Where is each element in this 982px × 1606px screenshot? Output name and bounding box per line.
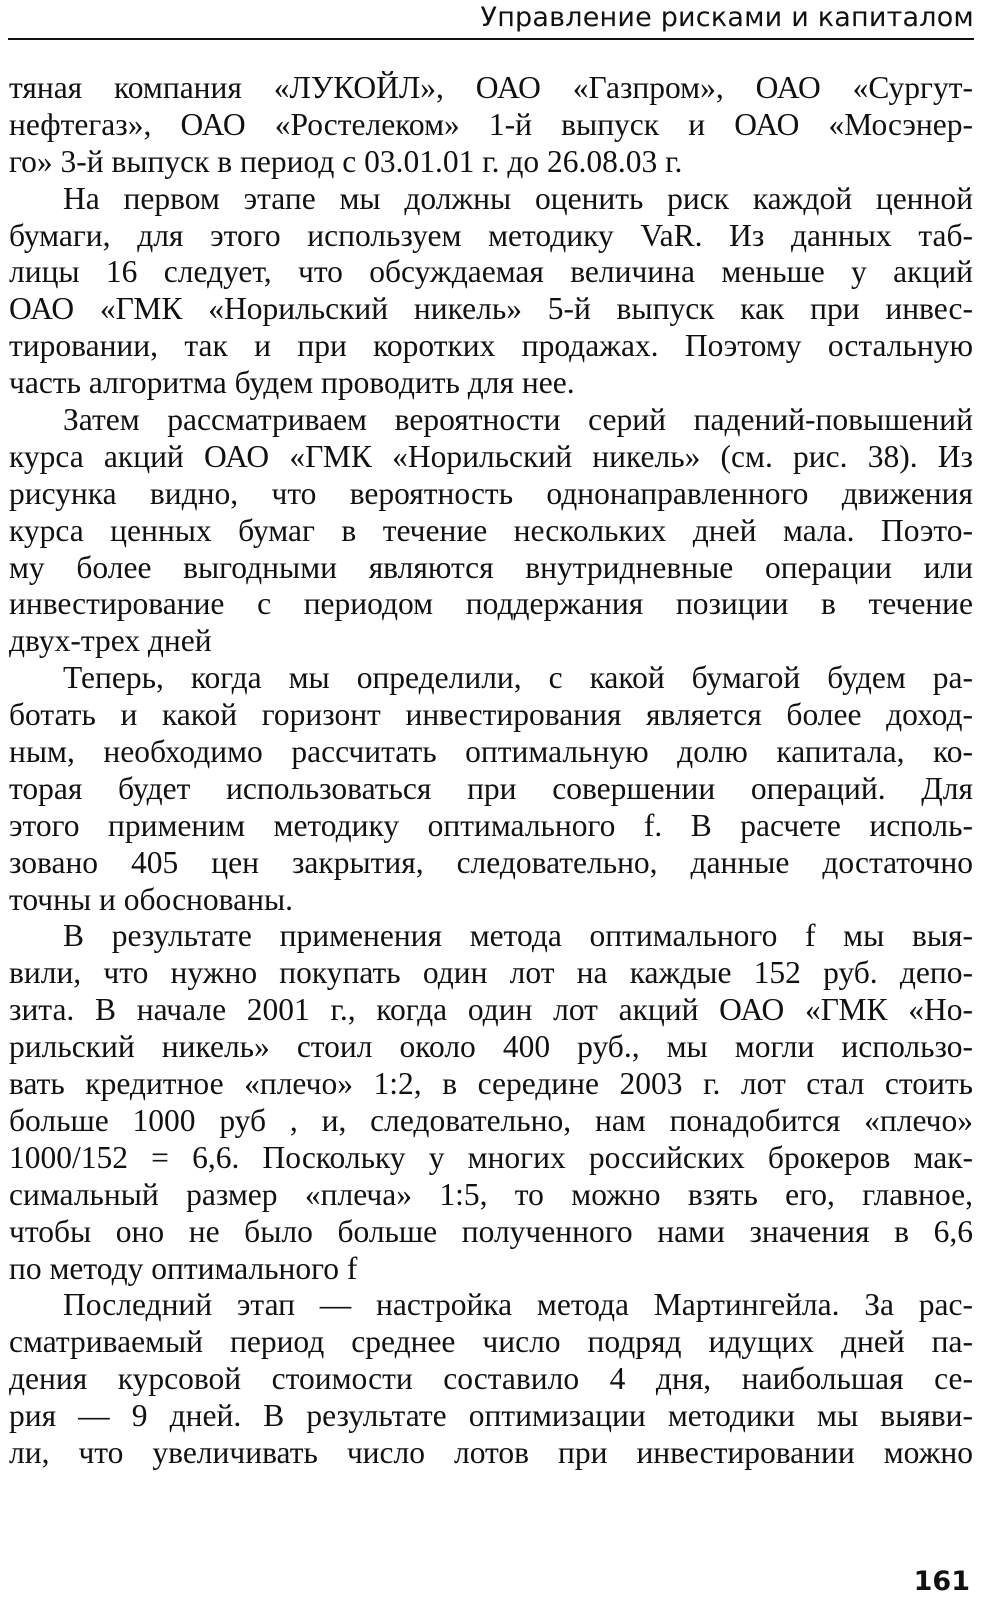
text-line: Затем рассматриваем вероятности серий падений-повышений (63, 402, 973, 438)
paragraph (9, 181, 973, 402)
text-line: Теперь, когда мы определили, с какой бумагой будем ра- (63, 660, 973, 696)
text-line: симальный размер «плеча» 1:5, то можно взять его, главное, (9, 1176, 973, 1212)
text-line: по методу оптимального f (9, 1250, 358, 1286)
text-line: дения курсовой стоимости составило 4 дня, наибольшая се- (9, 1361, 973, 1397)
body-text (9, 70, 973, 1472)
text-line: 1000/152 = 6,6. Поскольку у многих российских брокеров мак- (9, 1139, 973, 1175)
text-line: инвестирование с периодом поддержания позиции в течение (9, 586, 973, 622)
text-line: ботать и какой горизонт инвестирования является более доход- (9, 697, 973, 733)
text-line: вили, что нужно покупать один лот на каждые 152 руб. депо- (9, 955, 973, 991)
paragraph (9, 1287, 973, 1471)
text-line: нефтегаз», ОАО «Ростелеком» 1-й выпуск и ОАО «Мосэнер- (9, 106, 973, 142)
text-line: точны и обоснованы. (9, 881, 293, 917)
text-line: курса акций ОАО «ГМК «Норильский никель» (см. рис. 38). Из (9, 438, 973, 474)
text-line: двух-трех дней (9, 623, 212, 659)
text-line: торая будет использоваться при совершении операций. Для (9, 770, 973, 806)
text-line: ным, необходимо рассчитать оптимальную долю капитала, ко- (9, 734, 973, 770)
text-line: тировании, так и при коротких продажах. Поэтому остальную (9, 328, 973, 364)
text-line: ОАО «ГМК «Норильский никель» 5-й выпуск как при инвес- (9, 291, 973, 327)
paragraph (9, 402, 973, 660)
header-rule (8, 38, 974, 40)
text-line: сматриваемый период среднее число подряд идущих дней па- (9, 1324, 973, 1360)
text-line: тяная компания «ЛУКОЙЛ», ОАО «Газпром», ОАО «Сургут- (9, 70, 973, 105)
text-line: В результате применения метода оптимального f мы выя- (63, 918, 973, 954)
text-line: чтобы оно не было больше полученного нами значения в 6,6 (9, 1213, 973, 1249)
text-line: рия — 9 дней. В результате оптимизации методики мы выяви- (9, 1398, 973, 1434)
text-line: го» 3-й выпуск в период с 03.01.01 г. до 26.08.03 г. (9, 143, 683, 179)
text-line: зовано 405 цен закрытия, следовательно, данные достаточно (9, 844, 973, 880)
text-line: ли, что увеличивать число лотов при инвестировании можно (9, 1434, 973, 1470)
text-line: му более выгодными являются внутридневные операции или (9, 549, 973, 585)
text-line: бумаги, для этого используем методику VaR. Из данных таб- (9, 217, 973, 253)
text-line: Последний этап — настройка метода Мартингейла. За рас- (63, 1287, 973, 1323)
text-line: этого применим методику оптимального f. В расчете исполь- (9, 807, 973, 843)
text-line: вать кредитное «плечо» 1:2, в середине 2003 г. лот стал стоить (9, 1066, 973, 1102)
text-line: рильский никель» стоил около 400 руб., мы могли использо- (9, 1029, 973, 1065)
paragraph (9, 70, 973, 181)
page-number: 161 (913, 1566, 970, 1597)
text-line: больше 1000 руб , и, следовательно, нам понадобится «плечо» (9, 1102, 973, 1138)
text-line: рисунка видно, что вероятность однонаправленного движения (9, 475, 973, 511)
text-line: часть алгоритма будем проводить для нее. (9, 365, 575, 401)
text-line: На первом этапе мы должны оценить риск каждой ценной (63, 180, 973, 216)
text-line: зита. В начале 2001 г., когда один лот акций ОАО «ГМК «Но- (9, 992, 973, 1028)
text-line: лицы 16 следует, что обсуждаемая величина меньше у акций (9, 254, 973, 290)
text-line: курса ценных бумаг в течение нескольких дней мала. Поэто- (9, 512, 973, 548)
running-header: Управление рисками и капиталом (480, 2, 974, 33)
paragraph (9, 660, 973, 918)
paragraph (9, 918, 973, 1287)
